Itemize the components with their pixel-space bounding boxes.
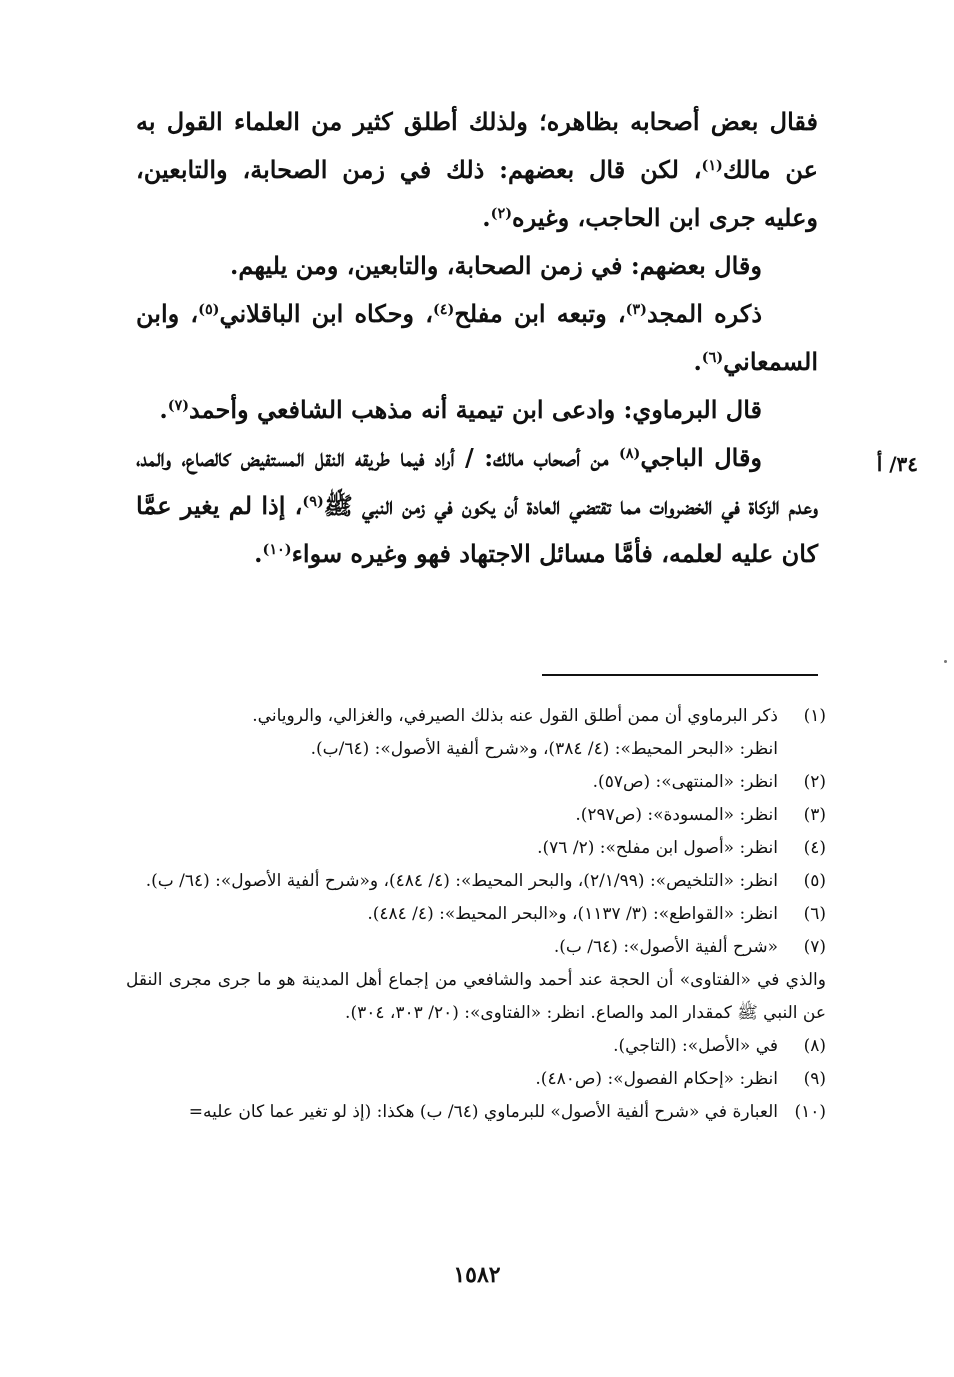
text-run: . <box>254 539 263 568</box>
footnote-separator <box>542 674 818 676</box>
footnote-6 <box>126 898 826 931</box>
footnote-text: انظر: «إحكام الفصول»: (ص٤٨٠). <box>535 1069 778 1089</box>
manuscript-folio-marker: ٣٤/ أ <box>876 452 918 476</box>
main-text <box>136 98 818 578</box>
footnote-2 <box>126 766 826 799</box>
footnote-number: (٢) <box>803 772 826 792</box>
footnote-number: (٩) <box>803 1069 826 1089</box>
main-paragraph-2 <box>136 242 818 290</box>
text-run: . <box>693 347 702 376</box>
footnote-text: انظر: «البحر المحيط»: (٤/ ٣٨٤)، و«شرح ألفية الأصول»: (٦٤/ب). <box>310 739 778 759</box>
main-paragraph-3 <box>136 290 818 386</box>
text-run: ذكره المجد <box>646 299 762 328</box>
footnote-ref-3[interactable]: (٣) <box>625 301 647 319</box>
text-run: فقال بعض أصحابه بظاهره؛ ولذلك أطلق كثير من العلماء القول به عن مالك <box>136 107 819 184</box>
footnote-number: (٥) <box>803 871 826 891</box>
text-run: ، لكن قال بعضهم: ذلك في زمن الصحابة، والتابعين، وعليه جرى ابن الحاجب، وغيره <box>136 155 818 232</box>
footnote-number: (٨) <box>803 1036 826 1056</box>
text-run: من أصحاب مالك: / أراد فيما طريقه النقل المستفيض كالصاع، والمد، وعدم الزكاة في الخضروات مما تقتضي العادة أن يكون في زمن النبي ﷺ <box>136 443 818 520</box>
footnote-text: في «الأصل»: (التاجي). <box>613 1036 778 1056</box>
footnote-ref-1[interactable]: (١) <box>701 157 723 175</box>
footnote-text: «شرح ألفية الأصول»: (٦٤/ ب). <box>553 937 778 957</box>
footnote-text: انظر: «التلخيص»: (٢/١/٩٩)، والبحر المحيط»: (٤/ ٤٨٤)، و«شرح ألفية الأصول»: (٦٤/ ب). <box>145 871 778 891</box>
footnote-text: انظر: «المنتهى»: (ص٥٧). <box>592 772 778 792</box>
text-run: . <box>482 203 491 232</box>
footnote-ref-9[interactable]: (٩) <box>302 493 324 511</box>
footnote-text: ذكر البرماوي أن ممن أطلق القول عنه بذلك الصيرفي، والغزالي، والروياني. <box>252 706 778 726</box>
text-run: ، وابن السمعاني <box>136 299 818 376</box>
footnote-number: (٣) <box>803 805 826 825</box>
footnote-text: انظر: «القواطع»: (٣/ ١١٣٧)، و«البحر المحيط»: (٤/ ٤٨٤). <box>367 904 778 924</box>
footnote-text: العبارة في «شرح ألفية الأصول» للبرماوي (٦٤/ ب) هكذا: (إذ لو تغير عما كان عليه= <box>188 1102 778 1122</box>
text-run: قال البرماوي: وادعى ابن تيمية أنه مذهب الشافعي وأحمد <box>189 395 762 424</box>
footnote-number: (١٠) <box>794 1102 826 1122</box>
footnote-ref-6[interactable]: (٦) <box>701 349 724 367</box>
footnote-5 <box>126 865 826 898</box>
main-paragraph-4 <box>136 386 818 434</box>
footnote-ref-7[interactable]: (٧) <box>167 397 190 415</box>
text-run: ، إذا لم يغير عمَّا كان عليه لعلمه، فأمَّا مسائل الاجتهاد فهو وغيره سواء <box>136 491 818 568</box>
footnote-number: (٧) <box>803 937 826 957</box>
footnote-ref-10[interactable]: (١٠) <box>262 541 292 559</box>
footnote-3 <box>126 799 826 832</box>
footnote-ref-8[interactable]: (٨) <box>618 445 641 463</box>
footnote-1-continued <box>126 733 826 766</box>
footnote-number <box>778 733 826 766</box>
footnote-ref-2[interactable]: (٢) <box>490 205 512 223</box>
footnotes-section <box>126 700 826 1129</box>
main-paragraph-5 <box>136 434 818 578</box>
footnote-number: (٦) <box>803 904 826 924</box>
footnote-7-continued: والذي في «الفتاوى» أن الحجة عند أحمد والشافعي من إجماع أهل المدينة هو ما جرى مجرى النقل عن النبي ﷺ كمقدار المد والصاع. انظر: «الفتاوى»: (٢٠/ ٣٠٣، ٣٠٤). <box>126 970 826 1023</box>
footnote-4 <box>126 832 826 865</box>
footnote-7 <box>126 931 826 964</box>
text-run: ، وتبعه ابن مفلح <box>454 299 626 328</box>
footnote-text: انظر: «أصول ابن مفلح»: (٢/ ٧٦). <box>537 838 778 858</box>
footnote-8 <box>126 1030 826 1063</box>
footnote-text: انظر: «المسودة»: (ص٢٩٧). <box>575 805 778 825</box>
text-run: وقال الباجي <box>640 443 762 472</box>
footnote-number: (٤) <box>803 838 826 858</box>
text-run: ، وحكاه ابن الباقلاني <box>219 299 433 328</box>
text-run: وقال بعضهم: في زمن الصحابة، والتابعين، ومن يليهم. <box>230 251 762 280</box>
text-run: . <box>159 395 168 424</box>
main-paragraph-1 <box>136 98 818 242</box>
footnote-ref-4[interactable]: (٤) <box>432 301 455 319</box>
footnote-1 <box>126 700 826 733</box>
footnote-ref-5[interactable]: (٥) <box>198 301 220 319</box>
page-number: ١٥٨٢ <box>453 1262 501 1288</box>
footnote-10 <box>126 1096 826 1129</box>
footnote-9 <box>126 1063 826 1096</box>
scan-speck <box>944 660 947 663</box>
footnote-number: (١) <box>803 706 826 726</box>
